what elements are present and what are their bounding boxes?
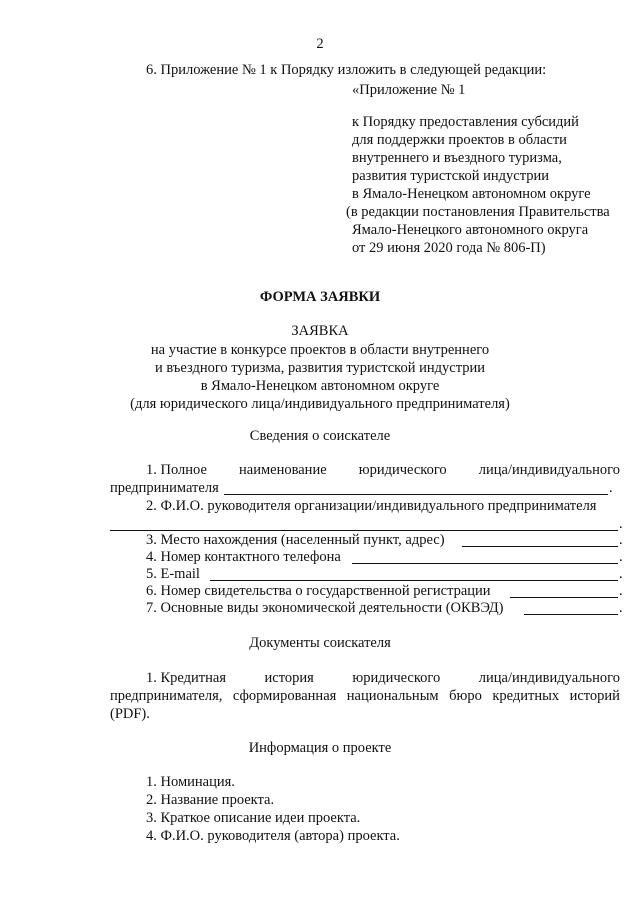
word: история bbox=[264, 670, 314, 686]
application-title: ЗАЯВКА bbox=[291, 323, 349, 339]
applicant-section-heading: Сведения о соискателе bbox=[249, 428, 391, 444]
applicant-item-4: 4. Номер контактного телефона bbox=[146, 549, 341, 565]
end-mark: . bbox=[619, 549, 623, 565]
fill-line bbox=[462, 546, 618, 547]
word: наименование bbox=[239, 462, 327, 478]
project-item: 4. Ф.И.О. руководителя (автора) проекта. bbox=[146, 828, 400, 844]
word: юридического bbox=[352, 670, 441, 686]
word: юридического bbox=[358, 462, 447, 478]
appendix-line: внутреннего и въездного туризма, bbox=[352, 150, 562, 166]
application-subtitle-line: и въездного туризма, развития туристской индустрии bbox=[155, 360, 485, 376]
word: национальным bbox=[346, 688, 439, 704]
documents-section-heading: Документы соискателя bbox=[249, 635, 391, 651]
applicant-item-5: 5. E-mail bbox=[146, 566, 200, 582]
appendix-line: в Ямало-Ненецком автономном округе bbox=[352, 186, 591, 202]
appendix-title: «Приложение № 1 bbox=[352, 82, 466, 98]
application-subtitle-line: на участие в конкурсе проектов в области внутреннего bbox=[150, 342, 490, 358]
word: предпринимателя, bbox=[110, 688, 223, 704]
project-section-heading: Информация о проекте bbox=[248, 740, 392, 756]
end-mark: . bbox=[609, 480, 613, 496]
applicant-item-1-cont: предпринимателя bbox=[110, 480, 219, 496]
fill-line bbox=[352, 563, 618, 564]
project-item: 1. Номинация. bbox=[146, 774, 235, 790]
applicant-item-3: 3. Место нахождения (населенный пункт, адрес) bbox=[146, 532, 445, 548]
fill-line bbox=[110, 530, 618, 531]
word: сформированная bbox=[232, 688, 337, 704]
page-number: 2 bbox=[316, 36, 324, 52]
fill-line bbox=[224, 494, 608, 495]
documents-item-1 bbox=[146, 670, 620, 687]
amendment-intro: 6. Приложение № 1 к Порядку изложить в следующей редакции: bbox=[146, 62, 547, 78]
applicant-item-7: 7. Основные виды экономической деятельности (ОКВЭД) bbox=[146, 600, 504, 616]
form-title bbox=[0, 289, 640, 306]
applicant-item-2: 2. Ф.И.О. руководителя организации/индивидуального предпринимателя bbox=[146, 498, 597, 514]
application-subtitle-line: в Ямало-Ненецком автономном округе bbox=[200, 378, 440, 394]
end-mark: . bbox=[619, 532, 623, 548]
end-mark: . bbox=[619, 566, 623, 582]
documents-item-1-line-3: (PDF). bbox=[110, 706, 150, 722]
appendix-line: для поддержки проектов в области bbox=[352, 132, 567, 148]
applicant-item-6: 6. Номер свидетельства о государственной регистрации bbox=[146, 583, 491, 599]
word: лица/индивидуального bbox=[478, 670, 620, 686]
word: кредитных bbox=[492, 688, 560, 704]
word: бюро bbox=[449, 688, 482, 704]
appendix-line: от 29 июня 2020 года № 806-П) bbox=[352, 240, 546, 256]
applicant-item-1 bbox=[146, 462, 620, 479]
appendix-line: Ямало-Ненецкого автономного округа bbox=[352, 222, 589, 238]
application-subtitle-line: (для юридического лица/индивидуального предпринимателя) bbox=[130, 396, 510, 412]
word: 1. Полное bbox=[146, 462, 207, 478]
word: лица/индивидуального bbox=[478, 462, 620, 478]
project-item: 3. Краткое описание идеи проекта. bbox=[146, 810, 361, 826]
word: историй bbox=[569, 688, 620, 704]
end-mark: . bbox=[619, 583, 623, 599]
word: 1. Кредитная bbox=[146, 670, 227, 686]
appendix-line: развития туристской индустрии bbox=[352, 168, 550, 184]
form-title-text: ФОРМА ЗАЯВКИ bbox=[259, 289, 381, 305]
fill-line bbox=[510, 597, 618, 598]
end-mark: . bbox=[619, 516, 623, 532]
fill-line bbox=[210, 580, 618, 581]
appendix-line: (в редакции постановления Правительства bbox=[346, 204, 610, 220]
fill-line bbox=[524, 614, 618, 615]
project-item: 2. Название проекта. bbox=[146, 792, 275, 808]
appendix-line: к Порядку предоставления субсидий bbox=[352, 114, 579, 130]
documents-item-1-line-2 bbox=[110, 688, 620, 705]
end-mark: . bbox=[619, 600, 623, 616]
